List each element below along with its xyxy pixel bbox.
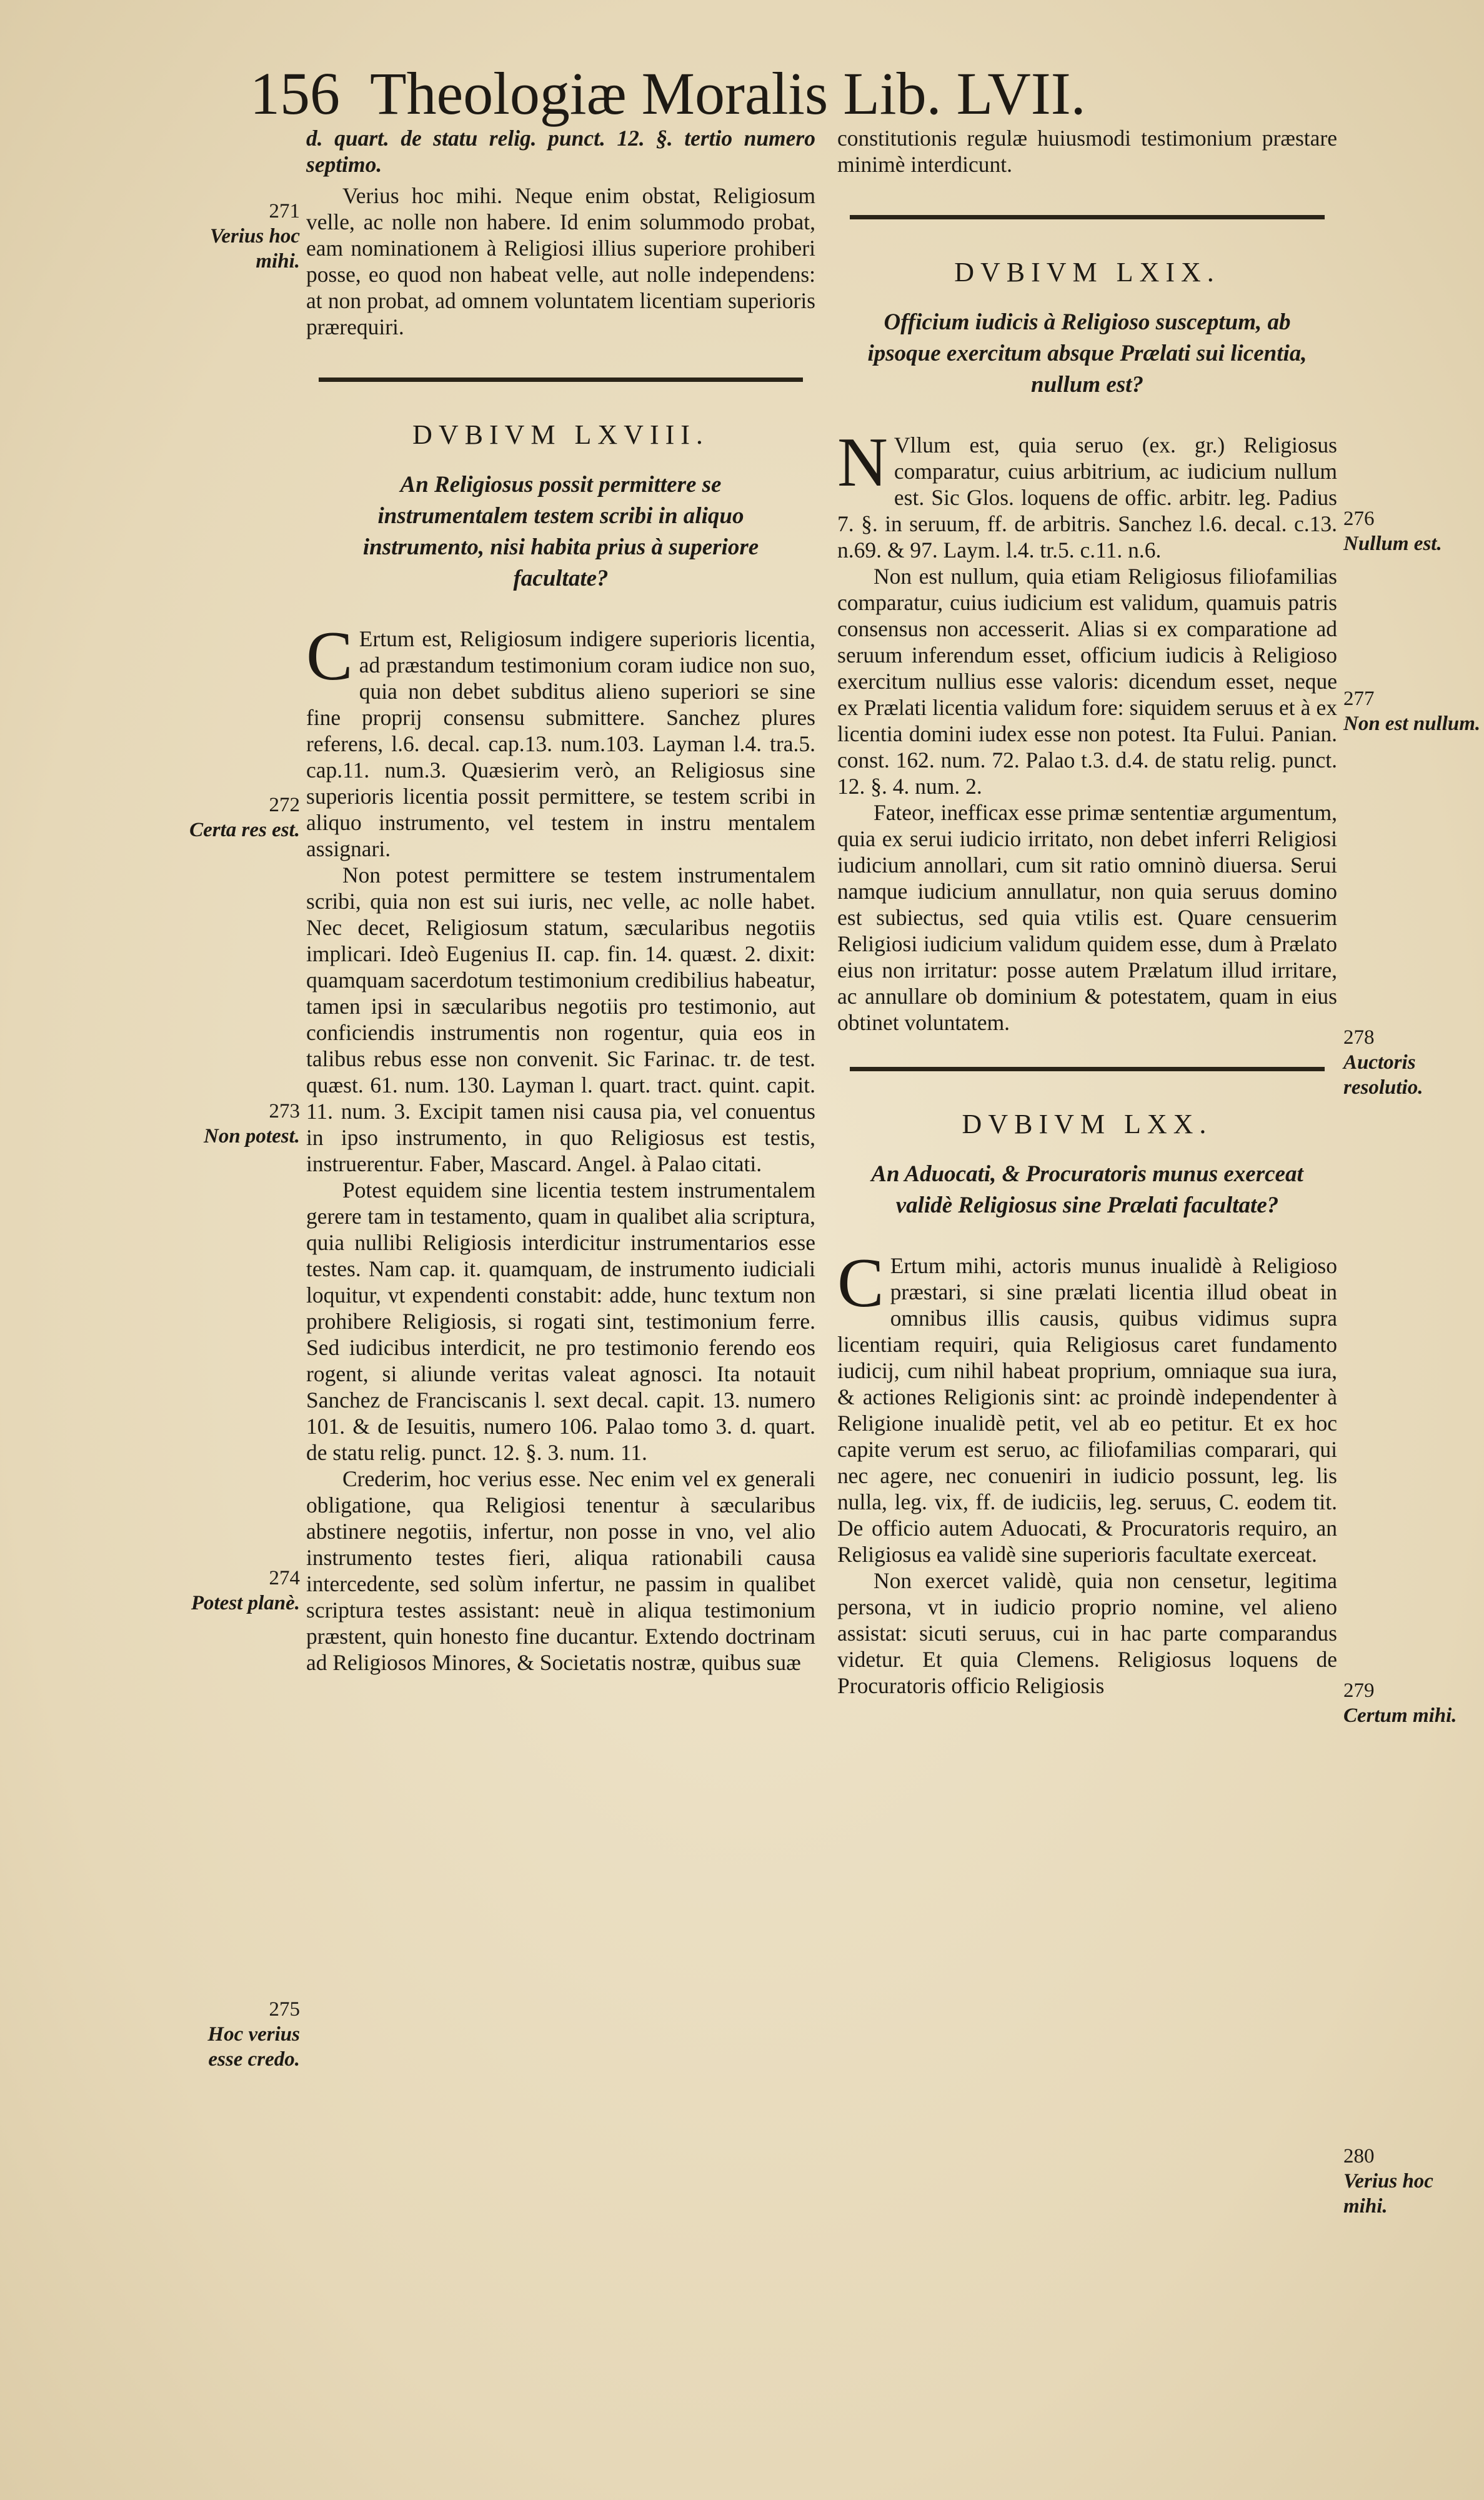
dubium-69-heading: DVBIVM LXIX. — [954, 257, 1220, 288]
marginal-note-278 — [1343, 1025, 1481, 1100]
drop-cap: N — [837, 424, 888, 501]
marginal-number: 278 — [1343, 1026, 1375, 1049]
paragraph-272-text: Ertum est, Religiosum indigere superioris licentia, ad præstandum testimonium coram iudice non suo, quia non debet subditus alieno superiori se sine fine proprij consensu submittere. Sanchez plures referens, l.6. decal. cap.13. num.103. Layman l.4. tra.5. cap.11. num.3. Quæsierim verò, an Religiosus sine superioris licentia possit permittere, se testem scribi in aliquo instrumento, vel testem in instru mentalem assignari. — [306, 626, 815, 861]
left-continuation: d. quart. de statu relig. punct. 12. §. tertio numero septimo. — [306, 126, 815, 177]
marginal-text: Non est nullum. — [1343, 712, 1481, 735]
right-continuation: constitutionis regulæ huiusmodi testimonium præstare minimè interdicunt. — [837, 126, 1337, 177]
marginal-text: Auctoris resolutio. — [1343, 1051, 1423, 1099]
dubium-70-question: An Aduocati, & Procuratoris munus exerceat validè Religiosus sine Prælati facultate? — [871, 1161, 1303, 1218]
paragraph-280: Non exercet validè, quia non censetur, legitima persona, vt in iudicio proprio nomine, vel alieno assistat: sicuti seruus, cui in hac parte comparandus videtur. Et quia Clemens. Religiosus loquens de Procuratoris officio Religiosis — [837, 1568, 1337, 1698]
marginal-number: 277 — [1343, 688, 1375, 710]
marginal-note-280 — [1343, 2144, 1481, 2219]
right-column — [837, 125, 1337, 1699]
dubium-68-question: An Religiosus possit permittere se instrumentalem testem scribi in aliquo instrumento, nisi habita prius à superiore facultate? — [362, 472, 759, 591]
marginal-text: Nullum est. — [1343, 532, 1442, 555]
marginal-number: 274 — [269, 1567, 300, 1589]
paragraph-275: Crederim, hoc verius esse. Nec enim vel ex generali obligatione, qua Religiosi tenentur à sæcularibus abstinere negotiis, infertur, non posse in vno, vel alio instrumento testes fieri, aliqua rationabili causa intercedente, sed solùm infertur, ne passim in qualibet scriptura testes assistant: neuè in aliqua testimonium præstent, quin honesto fine ducantur. Extendo doctrinam ad Religiosos Minores, & Societatis nostræ, quibus suæ — [306, 1466, 815, 1675]
marginal-text: Potest planè. — [191, 1592, 300, 1614]
paragraph-276 — [837, 424, 1337, 563]
marginal-number: 276 — [1343, 508, 1375, 530]
marginal-text: Certa res est. — [189, 819, 300, 841]
marginal-text: Certum mihi. — [1343, 1704, 1457, 1727]
page-header — [250, 59, 1337, 128]
dubium-69-question: Officium iudicis à Religioso susceptum, ab ipsoque exercitum absque Prælati sui licentia, nullum est? — [867, 309, 1307, 398]
marginal-number: 279 — [1343, 1679, 1375, 1702]
marginal-text: Non potest. — [203, 1125, 300, 1148]
marginal-note-274 — [187, 1566, 300, 1616]
marginal-number: 275 — [269, 1998, 300, 2021]
left-column — [306, 125, 815, 1676]
marginal-text: Verius hoc mihi. — [210, 225, 300, 272]
marginal-note-272 — [187, 792, 300, 842]
marginal-number: 271 — [269, 200, 300, 222]
paragraph-278: Fateor, inefficax esse primæ sententiæ argumentum, quia ex serui iudicio irritato, non debet inferri Religiosi iudicium annollari, cum sit ratio omninò diuersa. Serui namque iudicium annullatur, non quia seruus domino est subiectus, sed quia vtilis est. Quare censuerim Religiosi iudicium validum quidem esse, dum à Prælato eius non irritatur: posse autem Prælatum illud irritare, ac annullare ob dominium & potestatem, quam in eius obtinet voluntatem. — [837, 800, 1337, 1035]
marginal-number: 273 — [269, 1100, 300, 1122]
paragraph-273: Non potest permittere se testem instrumentalem scribi, quia non est sui iuris, nec velle, ac nolle habet. Nec decet, Religiosum statum, sæcularibus negotiis implicari. Ideò Eugenius II. cap. fin. 14. quæst. 2. dixit: quamquam sacerdotum testimonium credibilius habeatur, tamen ipsi in sæcularibus negotiis pro testimonio, aut conficiendis instrumentis non rogentur, quia eos in talibus rebus esse non convenit. Sic Farinac. tr. de test. quæst. 61. num. 130. Layman l. quart. tract. quint. capit. 11. num. 3. Excipit tamen nisi causa pia, vel conuentus in ipso instrumento, in quo Religiosus est testis, instruerentur. Faber, Mascard. Angel. à Palao citati. — [306, 862, 815, 1176]
drop-cap: C — [837, 1244, 884, 1322]
marginal-note-275 — [187, 1997, 300, 2072]
drop-cap: C — [306, 618, 353, 695]
running-title: Theologiæ Moralis Lib. LVII. — [370, 60, 1086, 127]
marginal-note-279 — [1343, 1678, 1481, 1728]
paragraph-274: Potest equidem sine licentia testem instrumentalem gerere tam in testamento, quam in qualibet alia scriptura, quia nullibi Religiosis interdicitur instrumentarios esse testes. Nam cap. it. quamquam, de instrumento iudiciali loquitur, vt expendenti constabit: adde, hunc textum non prohibere Religiosis, si rogati sint, testimonium ferre. Sed iudicibus interdicit, ne pro testimonio ferendo eos rogent, si aliunde veritas valeat agnosci. Ita notauit Sanchez de Franciscanis l. sext decal. capit. 13. numero 101. & de Iesuitis, numero 106. Palao tomo 3. d. quart. de statu relig. punct. 12. §. 3. num. 11. — [306, 1178, 815, 1465]
marginal-number: 272 — [269, 794, 300, 816]
marginal-note-277 — [1343, 686, 1481, 736]
paragraph-272 — [306, 618, 815, 862]
marginal-note-276 — [1343, 506, 1481, 556]
marginal-note-271 — [187, 199, 300, 274]
marginal-note-273 — [187, 1099, 300, 1149]
dubium-68-heading: DVBIVM LXVIII. — [412, 419, 709, 450]
section-divider — [319, 378, 803, 382]
paragraph-279 — [837, 1244, 1337, 1568]
marginal-text: Hoc verius esse credo. — [207, 2023, 300, 2071]
section-divider — [850, 1067, 1325, 1071]
section-divider — [850, 215, 1325, 219]
paragraph-277: Non est nullum, quia etiam Religiosus filiofamilias comparatur, cuius iudicium est validum, quamuis patris consensus non accesserit. Alias si ex comparatione ad seruum inferendum esset, officium iudicis à Religioso exercitum nullius esse valoris: dicendum esset, neque ex Prælati licentia validum fore: siquidem seruus et à ex licentia domini iudex esse non potest. Ita Fului. Panian. const. 162. num. 72. Palao t.3. d.4. de statu relig. punct. 12. §. 4. num. 2. — [837, 564, 1337, 799]
dubium-70-heading: DVBIVM LXX. — [962, 1109, 1213, 1139]
paragraph-279-text: Ertum mihi, actoris munus inualidè à Religioso præstari, si sine prælati licentia illud obeat in omnibus illis causis, quibus vidimus supra licentiam requiri, quia Religiosus caret fundamento iudicij, cum nihil habeat proprium, omniaque sua iura, & actiones Religionis sint: ac proindè independenter à Religione inualidè petit, vel ab eo petitur. Et ex hoc capite verum est seruo, ac filiofamilias comparari, qui nec agere, nec conueniri in iudicio possunt, leg. lis nulla, leg. vix, ff. de iudiciis, leg. seruus, C. eodem tit. De officio autem Aduocati, & Procuratoris requiro, an Religiosus ea validè sine superioris facultate exerceat. — [837, 1253, 1337, 1567]
paragraph-271: Verius hoc mihi. Neque enim obstat, Religiosum velle, ac nolle non habere. Id enim solummodo probat, eam nominationem à Religiosi illius superiore prohiberi posse, eo quod non habeat velle, aut nolle independens: at non probat, ad omnem voluntatem licentiam superioris prærequiri. — [306, 183, 815, 339]
marginal-text: Verius hoc mihi. — [1343, 2170, 1433, 2218]
paragraph-276-text: Vllum est, quia seruo (ex. gr.) Religiosus comparatur, cuius arbitrium, ac iudicium nullum est. Sic Glos. loquens de offic. arbitr. leg. Padius 7. §. in seruum, ff. de arbitris. Sanchez l.6. decal. c.13. n.69. & 97. Laym. l.4. tr.5. c.11. n.6. — [837, 432, 1337, 562]
marginal-number: 280 — [1343, 2145, 1375, 2168]
page-number: 156 — [250, 60, 340, 127]
